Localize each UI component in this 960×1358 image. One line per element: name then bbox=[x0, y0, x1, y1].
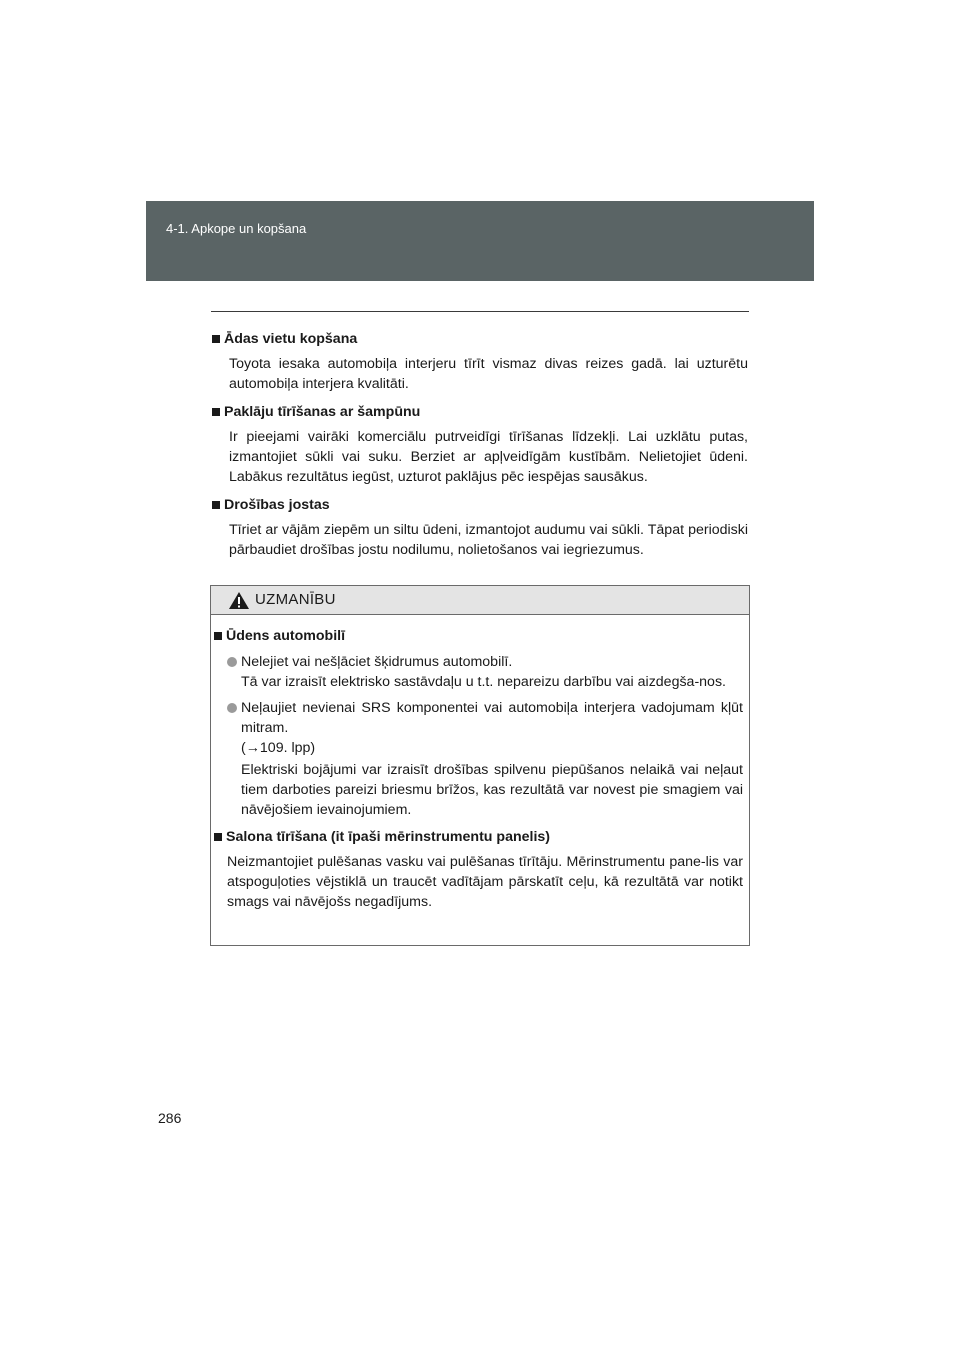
main-content bbox=[212, 329, 748, 568]
bullet-subtext: Tā var izraisīt elektrisko sastāvdaļu u t.t. nepareizu darbību vai aizdegša-nos. bbox=[241, 674, 726, 690]
page-reference: (→109. lpp) bbox=[241, 740, 316, 756]
caution-header bbox=[211, 586, 749, 615]
caution-bullet bbox=[214, 652, 743, 692]
section-text: Tīriet ar vājām ziepēm un siltu ūdeni, izmantojot audumu vai sūkli. Tāpat periodiski pārbaudiet drošības jostu nodilumu, nolietošanos vai iegriezumus. bbox=[229, 522, 748, 558]
section-leather-care bbox=[212, 329, 748, 394]
caution-heading-cabin bbox=[214, 827, 743, 847]
caution-title: UZMANĪBU bbox=[255, 591, 336, 608]
section-text: Ir pieejami vairāki komerciālu putrveidīgi tīrīšanas līdzekļi. Lai uzklātu putas, izmantojiet sūkli vai suku. Berziet ar apļveidīgām kustībām. Nelietojiet ūdeni. Labākus rezultātus iegūst, uzturot paklājus pēc iespējas sausākus. bbox=[229, 429, 748, 485]
square-bullet-icon bbox=[212, 501, 220, 509]
section-text: Toyota iesaka automobiļa interjeru tīrīt vismaz divas reizes gadā. lai uzturētu automobiļa interjera kvalitāti. bbox=[229, 356, 748, 392]
caution-box bbox=[210, 585, 750, 946]
caution-bullet bbox=[214, 698, 743, 820]
section-heading-text: Paklāju tīrīšanas ar šampūnu bbox=[224, 404, 421, 420]
caution-heading-text: Ūdens automobilī bbox=[226, 628, 346, 644]
square-bullet-icon bbox=[214, 833, 222, 841]
section-seat-belts bbox=[212, 495, 748, 560]
warning-triangle-icon bbox=[228, 591, 250, 610]
bullet-text: Nelejiet vai nešļāciet šķidrumus automobilī. bbox=[241, 654, 513, 670]
square-bullet-icon bbox=[214, 632, 222, 640]
square-bullet-icon bbox=[212, 408, 220, 416]
caution-body bbox=[214, 626, 743, 912]
caution-text: Neizmantojiet pulēšanas vasku vai pulēšanas tīrītāju. Mērinstrumentu pane-lis var atspoguļoties vējstiklā un traucēt vadītājam pārskatīt ceļu, kā rezultātā var notikt smags vai nāvējošs negadījums. bbox=[227, 854, 743, 910]
section-header-band bbox=[146, 201, 814, 281]
section-heading bbox=[212, 329, 748, 349]
bullet-subtext: Elektriski bojājumi var izraisīt drošības spilvenu piepūšanos nelaikā vai neļaut tiem darboties pareizi briesmu brīžos, kas rezultātā var novest pie smagiem vai nāvējošiem ievainojumiem. bbox=[241, 762, 743, 818]
page-reference-text: 109. lpp bbox=[259, 740, 311, 756]
section-title: 4-1. Apkope un kopšana bbox=[166, 221, 307, 236]
section-heading bbox=[212, 495, 748, 515]
page-number: 286 bbox=[158, 1110, 182, 1126]
caution-heading-text: Salona tīrīšana (it īpaši mērinstrumentu panelis) bbox=[226, 829, 551, 845]
caution-heading-water bbox=[214, 626, 743, 646]
section-heading-text: Drošības jostas bbox=[224, 497, 330, 513]
round-bullet-icon bbox=[227, 703, 237, 713]
horizontal-rule bbox=[211, 311, 749, 312]
reference-arrow-icon: → bbox=[245, 740, 260, 756]
section-heading-text: Ādas vietu kopšana bbox=[224, 331, 358, 347]
round-bullet-icon bbox=[227, 657, 237, 667]
section-carpet-shampoo bbox=[212, 402, 748, 487]
bullet-text: Neļaujiet nevienai SRS komponentei vai automobiļa interjera vadojumam kļūt mitram. bbox=[241, 700, 743, 736]
section-heading bbox=[212, 402, 748, 422]
square-bullet-icon bbox=[212, 335, 220, 343]
